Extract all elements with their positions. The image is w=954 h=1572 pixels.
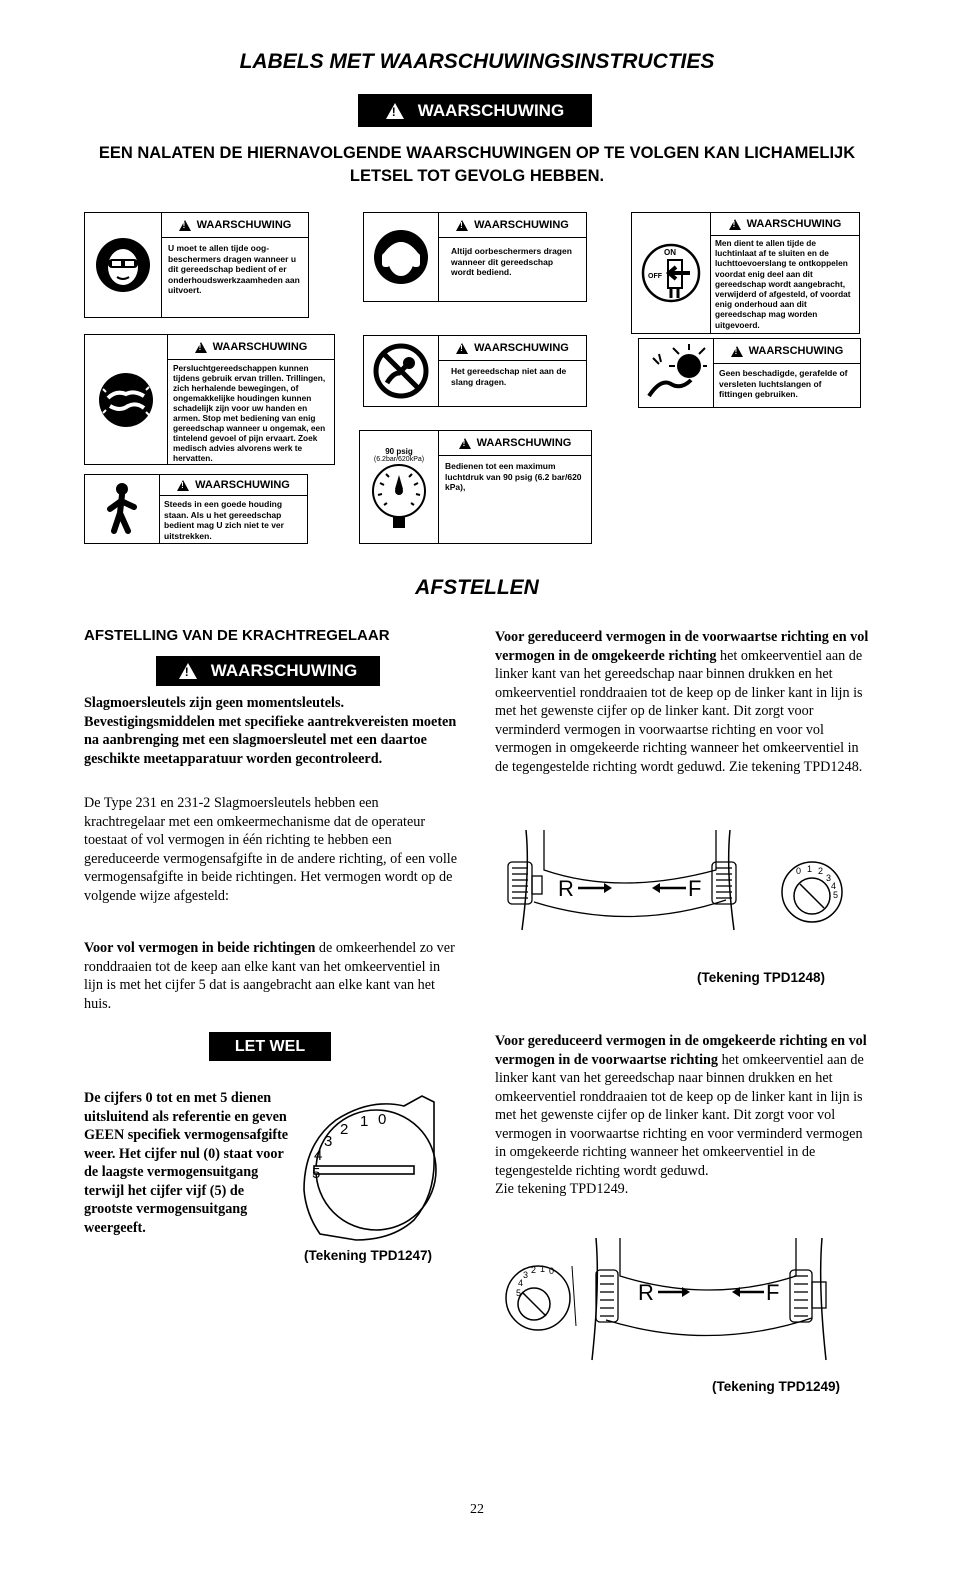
dial-digit-3: 3 xyxy=(826,873,832,883)
dial-digit-3: 3 xyxy=(523,1270,529,1280)
dial-digit-5: 5 xyxy=(833,890,839,900)
dial-digit-0: 0 xyxy=(549,1266,555,1276)
dial-digit-2: 2 xyxy=(531,1265,537,1275)
dial-digit-1: 1 xyxy=(540,1264,546,1274)
dial-digit-0: 0 xyxy=(796,866,802,876)
damaged-hose-icon xyxy=(639,339,714,407)
f-label: F xyxy=(766,1280,780,1305)
dial-digit-5: 5 xyxy=(516,1288,522,1298)
dial-digit-4: 4 xyxy=(518,1278,524,1288)
vibration-hands-icon xyxy=(85,335,168,464)
warning-triangle-icon xyxy=(195,342,207,353)
dial-digit-4: 4 xyxy=(314,1147,323,1164)
dial-digit-4: 4 xyxy=(831,881,837,891)
label-vibration xyxy=(84,334,335,465)
warning-triangle-icon xyxy=(179,220,191,231)
left-warning-banner xyxy=(156,656,380,686)
f-label: F xyxy=(688,876,702,901)
label-header: WAARSCHUWING xyxy=(196,219,292,231)
label-text: Persluchtgereedschappen kunnen tijdens gebruik ervan trillen. Trillingen, zich herhalende bewegingen, of ongemakkelijke houdingen kunnen schadelijk zijn voor uw handen en armen. Stop met bediening van enig gereedschap wanneer u ongemak, een tintelend gevoel of pijn ervaart. Zoek medisch advies alvorens werk te hervatten. xyxy=(173,363,326,463)
dial-digit-2: 2 xyxy=(818,866,824,876)
note-text: De cijfers 0 tot en met 5 dienen uitsluitend als referentie en geven GEEN specifiek vermogensafgifte weer. Het cijfer nul (0) staat voor de laagste vermogensuitgang terwijl het cijfer vijf (5) de grootste vermogensuitgang weergeeft. xyxy=(84,1090,289,1236)
dial-digit-5: 5 xyxy=(312,1165,321,1182)
no-carry-hose-icon xyxy=(364,336,439,406)
label-text: Het gereedschap niet aan de slang dragen. xyxy=(451,366,567,387)
gauge-top-text: 90 psig xyxy=(385,447,413,456)
dial-digit-1: 1 xyxy=(807,864,813,874)
page-title: LABELS MET WAARSCHUWINGSINSTRUCTIES xyxy=(239,50,715,73)
label-header: WAARSCHUWING xyxy=(476,437,572,449)
label-text: Steeds in een goede houding staan. Als u het gereedschap bedient mag U zich niet te ver uitstrekken. xyxy=(164,499,284,541)
dial-digit-3: 3 xyxy=(324,1133,333,1150)
left-intro: De Type 231 en 231-2 Slagmoersleutels hebben een krachtregelaar met een omkeermechanisme dat de operateur toestaat of vol vermogen in één richting te hebben een gereduceerde vermogensafgifte in de andere richting, of een volle vermogensafgifte in beide richtingen. Het vermogen wordt op de volgende wijze afgesteld: xyxy=(84,795,458,904)
label-header: WAARSCHUWING xyxy=(474,342,569,354)
label-posture xyxy=(84,474,308,544)
eye-protection-icon xyxy=(85,213,162,317)
air-shutoff-icon xyxy=(632,213,711,333)
dial-digit-1: 1 xyxy=(360,1113,369,1130)
label-max-pressure xyxy=(359,430,592,544)
warning-banner xyxy=(358,94,592,127)
drawing-tpd1247 xyxy=(296,1094,442,1242)
label-header: WAARSCHUWING xyxy=(474,219,569,231)
label-text: Men dient te allen tijde de luchtinlaat af te sluiten en de luchttoevoerslang te ontkoppelen voordat enig deel aan dit gereedschap wordt aangebracht, verwijderd of afgesteld, of voordat enig onderhoud aan dit gereedschap mag worden uitgevoerd. xyxy=(715,238,851,330)
on-text: ON xyxy=(664,248,676,257)
label-text: Geen beschadigde, gerafelde of versleten luchtslangen of fittingen gebruiken. xyxy=(719,368,848,399)
left-warning-bold: Slagmoersleutels zijn geen momentsleutels. Bevestigingsmiddelen met specifieke aantrekvereisten moeten na aanbrenging met een slagmoersleutel met een daartoe geschikte meetapparatuur worden gecontroleerd. xyxy=(84,695,457,767)
label-text: Bedienen tot een maximum luchtdruk van 90 psig (6.2 bar/620 kPa), xyxy=(445,461,582,492)
label-header: WAARSCHUWING xyxy=(746,218,842,230)
dial-digit-2: 2 xyxy=(340,1121,349,1138)
caption-tpd1247: (Tekening TPD1247) xyxy=(304,1248,433,1263)
r-label: R xyxy=(638,1280,654,1305)
label-no-carry-hose xyxy=(363,335,587,407)
note-banner-label: LET WEL xyxy=(234,1037,306,1055)
label-text: U moet te allen tijde oog-beschermers dragen wanneer u dit gereedschap bedient of er onderhoudswerkzaamheden aan uitvoert. xyxy=(168,243,300,295)
label-ear-protection xyxy=(363,212,587,302)
label-disconnect-air xyxy=(631,212,860,334)
left-full-power: Voor vol vermogen in beide richtingen de omkeerhendel zo ver ronddraaien tot de keep aan elke kant van het omkeerventiel in lijn is met het cijfer 5 dat is aangebracht aan elke kant van het huis. xyxy=(84,940,455,1012)
right-paragraph-2: Voor gereduceerd vermogen in de omgekeerde richting en vol vermogen in de voorwaartse richting het omkeerventiel aan de linker kant van het gereedschap naar binnen drukken en het omkeerventiel ronddraaien tot de keep op de linker kant in lijn is met het gewenste cijfer op de linker kant. Dit zorgt voor vol vermogen in voorwaartse richting en voor verminderd vermogen in omgekeerde richting wanneer het omkeerventiel in de tegengestelde richting wordt geduwd. Zie tekening TPD1249. xyxy=(495,1033,867,1197)
dial-digit-0: 0 xyxy=(378,1111,387,1128)
label-text: Altijd oorbeschermers dragen wanneer dit gereedschap wordt bediend. xyxy=(451,246,572,277)
gauge-sub-text: (6.2bar/620kPa) xyxy=(373,456,425,463)
label-damaged-hoses xyxy=(638,338,861,408)
pressure-gauge-icon xyxy=(360,431,439,543)
label-eye-protection xyxy=(84,212,309,318)
ear-protection-icon xyxy=(364,213,439,301)
warning-triangle-icon xyxy=(179,663,197,679)
drawing-tpd1249 xyxy=(500,1236,848,1366)
warning-triangle-icon xyxy=(459,438,471,449)
posture-person-icon xyxy=(85,475,160,543)
warning-triangle-icon xyxy=(456,343,468,354)
off-text: OFF xyxy=(648,273,662,280)
warning-banner-label: WAARSCHUWING xyxy=(417,100,565,120)
warning-triangle-icon xyxy=(177,480,189,491)
warning-triangle-icon xyxy=(731,346,743,357)
label-header: WAARSCHUWING xyxy=(212,341,308,353)
warning-triangle-icon xyxy=(729,219,741,230)
label-header: WAARSCHUWING xyxy=(748,345,844,357)
left-warning-banner-label: WAARSCHUWING xyxy=(210,661,358,680)
warning-triangle-icon xyxy=(456,220,468,231)
warning-triangle-icon xyxy=(386,103,404,119)
label-header: WAARSCHUWING xyxy=(195,479,290,491)
right-paragraph-1: Voor gereduceerd vermogen in de voorwaartse richting en vol vermogen in de omgekeerde richting het omkeerventiel aan de linker kant van het gereedschap naar binnen drukken en het omkeerventiel ronddraaien tot de keep op de linker kant in lijn is met het gewenste cijfer op de linker kant. Dit zorgt voor verminderd vermogen in voorwaartse richting en voor vol vermogen in omgekeerde richting wanneer het omkeerventiel in de tegengestelde richting wordt geduwd. Zie tekening TPD1248. xyxy=(495,629,869,775)
page-number: 22 xyxy=(470,1502,484,1517)
caption-tpd1248: (Tekening TPD1248) xyxy=(697,970,826,985)
warning-subtitle: EEN NALATEN DE HIERNAVOLGENDE WAARSCHUWINGEN OP TE VOLGEN KAN LICHAMELIJK LETSEL TOT GEVOLG HEBBEN. xyxy=(98,144,856,185)
caption-tpd1249: (Tekening TPD1249) xyxy=(712,1379,841,1394)
r-label: R xyxy=(558,876,574,901)
subheading: AFSTELLING VAN DE KRACHTREGELAAR xyxy=(84,627,390,644)
section-title: AFSTELLEN xyxy=(415,576,539,599)
note-banner xyxy=(209,1032,331,1061)
drawing-tpd1248 xyxy=(500,830,848,940)
